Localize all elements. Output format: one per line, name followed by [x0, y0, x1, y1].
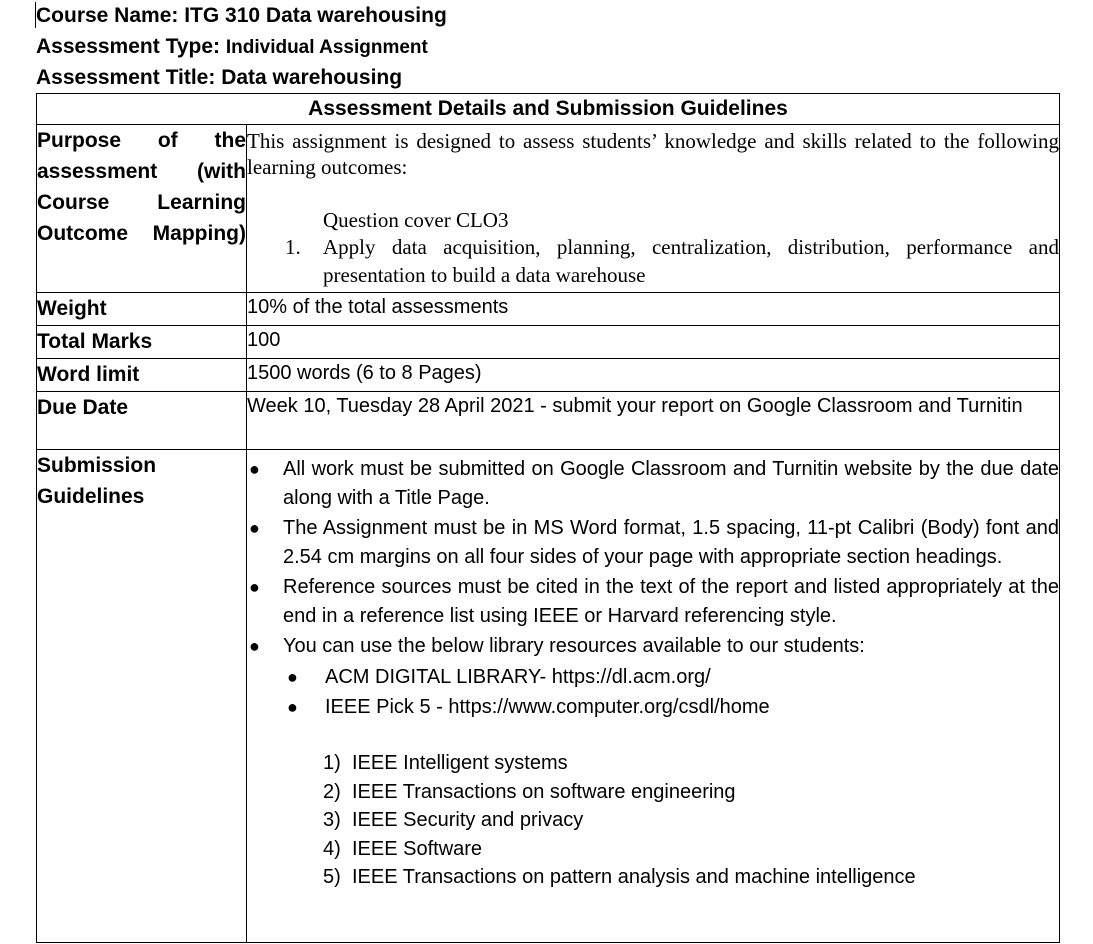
- journal-name: IEEE Intelligent systems: [352, 752, 568, 774]
- journal-number: 3): [323, 809, 341, 832]
- table-row-due-date: [37, 392, 1060, 450]
- list-item: [285, 692, 1059, 722]
- list-item: [323, 778, 1059, 807]
- bullet-icon: ●: [249, 459, 260, 479]
- purpose-label-cell: [37, 125, 247, 293]
- clo-text: Apply data acquisition, planning, centralization, distribution, performance and presentation to build a data warehouse: [323, 235, 1059, 287]
- submission-label: Submission Guidelines: [37, 450, 247, 943]
- clo-heading: Question cover CLO3: [323, 208, 509, 232]
- assessment-title-line: [36, 64, 402, 92]
- assessment-details-table: [36, 93, 1060, 943]
- bullet-icon: ●: [249, 518, 260, 538]
- journal-number: 1): [323, 752, 341, 774]
- submission-guidelines-list: [247, 455, 1059, 661]
- journal-name: IEEE Security and privacy: [352, 809, 584, 832]
- journal-number: 5): [323, 866, 341, 889]
- bullet-icon: ●: [249, 636, 260, 656]
- list-item: [323, 863, 1059, 892]
- course-name-value: ITG 310 Data warehousing: [184, 4, 447, 27]
- library-resource: IEEE Pick 5 - https://www.computer.org/csdl/home: [325, 696, 770, 718]
- submission-value-cell: [247, 450, 1060, 943]
- assessment-type-label: Assessment Type:: [36, 35, 226, 58]
- purpose-value-cell: [247, 125, 1060, 293]
- journal-name: IEEE Transactions on pattern analysis and machine intelligence: [352, 866, 916, 889]
- journal-number: 2): [323, 780, 341, 803]
- course-name-label: Course Name:: [36, 4, 185, 27]
- list-item: [323, 806, 1059, 835]
- clo-item: [285, 233, 1059, 289]
- table-row-weight: [37, 293, 1060, 326]
- guideline-text: All work must be submitted on Google Classroom and Turnitin website by the due date along with a Title Page.: [283, 458, 1059, 509]
- assessment-title-label: Assessment Title:: [36, 66, 222, 89]
- table-row-word-limit: [37, 359, 1060, 392]
- guideline-text: You can use the below library resources available to our students:: [283, 635, 865, 657]
- table-row-total-marks: [37, 326, 1060, 359]
- due-date-value: Week 10, Tuesday 28 April 2021 - submit your report on Google Classroom and Turnitin: [247, 392, 1060, 450]
- assessment-type-line: [36, 33, 428, 62]
- journal-name: IEEE Transactions on software engineering: [352, 780, 736, 803]
- library-resources-list: [247, 662, 1059, 722]
- word-limit-value: 1500 words (6 to 8 Pages): [247, 359, 1060, 392]
- table-row-submission: [37, 450, 1060, 943]
- clo-number: 1.: [285, 235, 301, 259]
- journal-list: [323, 749, 1059, 892]
- list-item: [247, 573, 1059, 631]
- bullet-icon: ●: [287, 667, 298, 687]
- guideline-text: Reference sources must be cited in the text of the report and listed appropriately at the end in a reference list using IEEE or Harvard referencing style.: [283, 576, 1059, 627]
- purpose-intro: This assignment is designed to assess students’ knowledge and skills related to the following learning outcomes:: [247, 129, 1059, 179]
- weight-label: Weight: [37, 293, 247, 326]
- due-date-label: Due Date: [37, 392, 247, 450]
- guideline-text: The Assignment must be in MS Word format, 1.5 spacing, 11-pt Calibri (Body) font and 2.54 cm margins on all four sides of your page with appropriate section headings.: [283, 517, 1059, 568]
- total-marks-label: Total Marks: [37, 326, 247, 359]
- assessment-type-value: Individual Assignment: [225, 37, 428, 58]
- journal-name: IEEE Software: [352, 837, 483, 860]
- word-limit-label: Word limit: [37, 359, 247, 392]
- list-item: [247, 514, 1059, 572]
- weight-value: 10% of the total assessments: [247, 293, 1060, 326]
- list-item: [285, 662, 1059, 692]
- purpose-label: Purpose of the assessment (with Course Learning Outcome Mapping): [37, 129, 246, 245]
- library-resource: ACM DIGITAL LIBRARY- https://dl.acm.org/: [325, 666, 711, 688]
- bullet-icon: ●: [287, 697, 298, 717]
- table-heading: Assessment Details and Submission Guidelines: [37, 94, 1060, 125]
- list-item: [247, 455, 1059, 513]
- table-row-purpose: [37, 125, 1060, 293]
- list-item: [323, 835, 1059, 864]
- bullet-icon: ●: [249, 577, 260, 597]
- assessment-title-value: Data warehousing: [221, 66, 403, 89]
- course-name-line: [36, 2, 447, 30]
- journal-number: 4): [323, 837, 341, 860]
- list-item: [247, 632, 1059, 661]
- list-item: [323, 749, 1059, 778]
- total-marks-value: 100: [247, 326, 1060, 359]
